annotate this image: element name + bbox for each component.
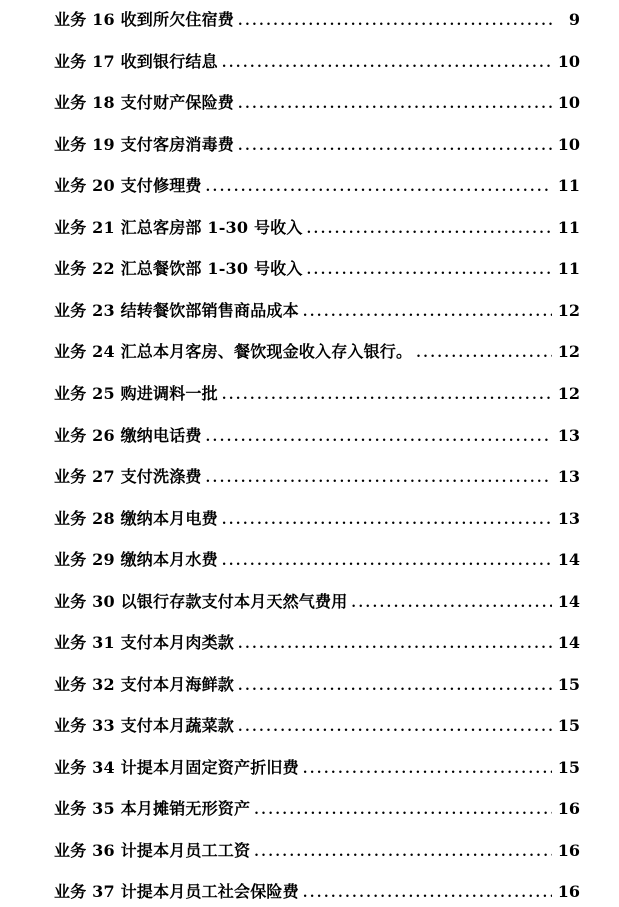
toc-entry[interactable] [54,756,580,780]
toc-entry-page: 12 [557,342,580,361]
toc-entry-title: 业务 20 支付修理费 [54,176,202,195]
toc-entry[interactable] [54,714,580,738]
dot-leader [222,507,552,531]
toc-entry[interactable] [54,257,580,281]
toc-entry-page: 11 [557,176,580,195]
toc-entry-page: 9 [568,10,580,29]
toc-entry-title: 业务 21 汇总客房部 1-30 号收入 [54,218,303,237]
toc-entry-page: 14 [557,550,580,569]
toc-entry[interactable] [54,91,580,115]
dot-leader [416,340,552,364]
toc-entry[interactable] [54,299,580,323]
toc-entry[interactable] [54,382,580,406]
dot-leader [303,880,552,904]
toc-entry-title: 业务 33 支付本月蔬菜款 [54,716,235,735]
toc-entry-page: 10 [557,93,580,112]
toc-entry-page: 13 [557,467,580,486]
toc-entry[interactable] [54,673,580,697]
toc-entry-page: 12 [557,384,580,403]
toc-entry-title: 业务 28 缴纳本月电费 [54,509,218,528]
toc-entry-page: 16 [557,882,580,901]
toc-entry-page: 13 [557,509,580,528]
dot-leader [238,631,552,655]
toc-entry-page: 10 [557,135,580,154]
toc-entry-title: 业务 18 支付财产保险费 [54,93,235,112]
toc-entry-title: 业务 23 结转餐饮部销售商品成本 [54,301,299,320]
dot-leader [307,257,552,281]
toc-entry-title: 业务 25 购进调料一批 [54,384,218,403]
dot-leader [238,91,552,115]
toc-entry[interactable] [54,548,580,572]
toc-entry-page: 15 [557,758,580,777]
toc-entry-title: 业务 37 计提本月员工社会保险费 [54,882,299,901]
toc-entry-title: 业务 29 缴纳本月水费 [54,550,218,569]
toc-entry-page: 14 [557,592,580,611]
toc-entry-title: 业务 32 支付本月海鲜款 [54,675,235,694]
toc-entry[interactable] [54,8,580,32]
toc-entry[interactable] [54,340,580,364]
toc-entry-page: 16 [557,841,580,860]
dot-leader [351,590,551,614]
dot-leader [206,465,552,489]
toc-entry-title: 业务 26 缴纳电话费 [54,426,202,445]
toc-entry-title: 业务 24 汇总本月客房、餐饮现金收入存入银行。 [54,342,413,361]
toc-entry[interactable] [54,133,580,157]
toc-entry-title: 业务 36 计提本月员工工资 [54,841,251,860]
dot-leader [222,548,552,572]
toc-entry-title: 业务 16 收到所欠住宿费 [54,10,235,29]
toc-entry-page: 16 [557,799,580,818]
toc-entry-page: 11 [557,259,580,278]
toc-entry[interactable] [54,839,580,863]
toc-entry-page: 14 [557,633,580,652]
dot-leader [254,839,552,863]
dot-leader [303,756,552,780]
toc-entry-page: 10 [557,52,580,71]
toc-entry[interactable] [54,590,580,614]
dot-leader [222,50,552,74]
dot-leader [222,382,552,406]
toc-entry-title: 业务 30 以银行存款支付本月天然气费用 [54,592,348,611]
toc-entry-page: 15 [557,675,580,694]
toc-entry-title: 业务 35 本月摊销无形资产 [54,799,251,818]
toc-entry[interactable] [54,216,580,240]
toc-entry-title: 业务 34 计提本月固定资产折旧费 [54,758,299,777]
dot-leader [238,673,552,697]
toc-entry[interactable] [54,880,580,904]
toc-entry-page: 12 [557,301,580,320]
toc-entry[interactable] [54,50,580,74]
toc-entry[interactable] [54,797,580,821]
dot-leader [206,424,552,448]
toc-entry-page: 11 [557,218,580,237]
dot-leader [238,714,552,738]
toc-entry-title: 业务 31 支付本月肉类款 [54,633,235,652]
dot-leader [206,174,552,198]
toc-entry-title: 业务 19 支付客房消毒费 [54,135,235,154]
dot-leader [307,216,552,240]
toc-entry[interactable] [54,631,580,655]
toc-entry-title: 业务 22 汇总餐饮部 1-30 号收入 [54,259,303,278]
toc-entry-title: 业务 27 支付洗涤费 [54,467,202,486]
toc-entry-page: 15 [557,716,580,735]
toc-entry[interactable] [54,174,580,198]
toc-entry[interactable] [54,507,580,531]
dot-leader [254,797,552,821]
dot-leader [303,299,552,323]
dot-leader [238,8,556,32]
toc-entry[interactable] [54,424,580,448]
toc-entry[interactable] [54,465,580,489]
toc-entry-title: 业务 17 收到银行结息 [54,52,218,71]
toc-entry-page: 13 [557,426,580,445]
dot-leader [238,133,552,157]
